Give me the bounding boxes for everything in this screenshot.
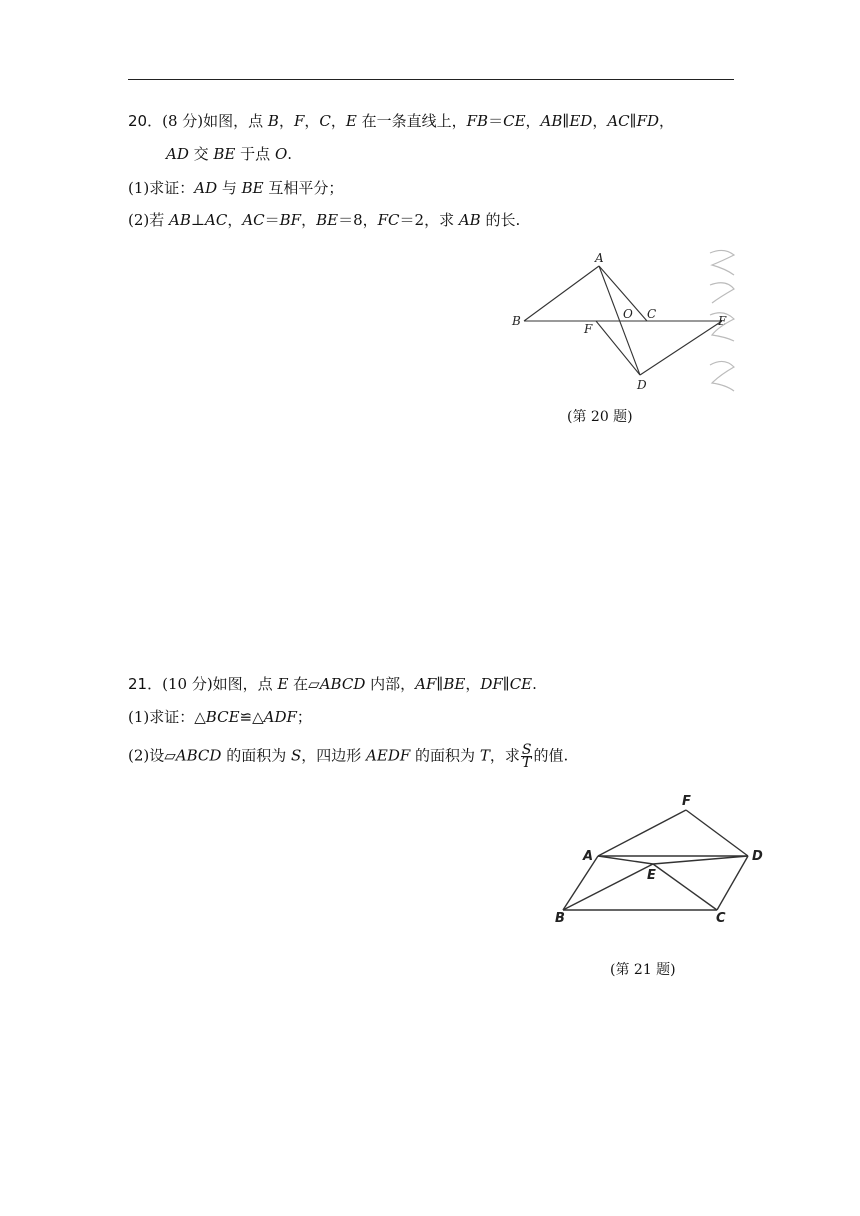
q20-var: ED — [569, 112, 593, 130]
q20-text: ⊥ — [190, 211, 205, 229]
q21-var: ABCD — [175, 746, 222, 765]
label-E: E — [647, 868, 656, 883]
q20-text: 的长. — [480, 211, 521, 229]
label-D: D — [752, 849, 763, 864]
label-A: A — [595, 251, 604, 265]
q21-var: E — [277, 675, 289, 693]
q20-var: AD — [194, 179, 218, 197]
q20-var: AB — [169, 211, 191, 229]
q20-var: F — [293, 112, 305, 130]
q20-text: 于点 — [235, 145, 275, 163]
label-O: O — [623, 307, 633, 321]
q21-var: DF — [480, 675, 503, 693]
q20-var: AB — [458, 211, 481, 229]
segment-BE — [563, 864, 653, 910]
q21-text: (1)求证：△ — [128, 708, 206, 726]
q20-var: AC — [242, 211, 265, 229]
segment-CD — [717, 856, 748, 910]
q21-text: 如图，点 — [212, 675, 278, 693]
q20-text: ， — [278, 112, 294, 130]
q20-var: FB — [466, 112, 489, 130]
segment-EC — [653, 864, 717, 910]
q20-var: C — [319, 112, 331, 130]
q21-text: 的面积为 — [410, 746, 480, 765]
label-C: C — [647, 307, 657, 321]
label-F: F — [682, 794, 691, 809]
segment-AB — [563, 856, 598, 910]
segment-ED — [653, 856, 748, 864]
q20-var: AC — [607, 112, 630, 130]
q20-text: (1)求证： — [128, 179, 195, 197]
q21-var: AF — [415, 675, 437, 693]
label-B: B — [512, 314, 521, 328]
q20-text: (2)若 — [128, 211, 170, 229]
q20-var: AD — [166, 145, 189, 163]
q21-text: ， — [465, 675, 481, 693]
q21-var: BCE — [205, 708, 240, 726]
q21-text: (2)设▱ — [128, 746, 176, 765]
q21-var: ADF — [263, 708, 297, 726]
segment-FD — [686, 810, 748, 856]
label-D: D — [637, 378, 647, 392]
q21-var: CE — [509, 675, 533, 693]
segment-AE — [598, 856, 653, 864]
q20-text: ＝8， — [338, 211, 378, 229]
q21-var: BE — [443, 675, 466, 693]
label-F: F — [584, 322, 593, 336]
q21-text: 内部， — [365, 675, 416, 693]
q21-line-1: 21．(10 分)如图，点 E 在▱ABCD 内部，AF∥BE，DF∥CE. — [128, 675, 537, 693]
q20-text: . — [287, 145, 293, 163]
q20-text: ∥ — [629, 112, 637, 130]
q21-text: ，求 — [489, 746, 520, 765]
label-C: C — [716, 911, 726, 926]
label-E: E — [718, 314, 727, 328]
fraction-numerator: S — [521, 742, 532, 758]
label-A: A — [583, 849, 594, 864]
q20-text: ， — [227, 211, 243, 229]
q20-var: BE — [213, 145, 236, 163]
q21-text: ∥ — [502, 675, 510, 693]
q20-text: 交 — [188, 145, 214, 163]
q21-text: ∥ — [436, 675, 444, 693]
caption-20: (第 20 题) — [567, 409, 633, 425]
q20-text: ， — [525, 112, 541, 130]
q20-var: BE — [241, 179, 264, 197]
q20-score: (8 分) — [162, 112, 204, 130]
q21-text: . — [532, 675, 537, 693]
q20-var: B — [267, 112, 279, 130]
q20-text: ， — [659, 112, 675, 130]
q21-var: AEDF — [366, 746, 411, 765]
label-B: B — [555, 911, 565, 926]
q20-text: ＝ — [488, 112, 504, 130]
q21-text: ，四边形 — [301, 746, 367, 765]
q20-var: E — [345, 112, 357, 130]
q20-var: AB — [540, 112, 563, 130]
q20-text: 与 — [217, 179, 242, 197]
q20-var: CE — [503, 112, 526, 130]
q20-var: BF — [279, 211, 302, 229]
fraction-denominator: T — [521, 755, 532, 771]
q20-line-1: 20．(8 分)如图，点 B，F，C，E 在一条直线上，FB＝CE，AB∥ED，AC∥FD， — [128, 112, 675, 130]
q21-var: ABCD — [319, 675, 366, 693]
q20-var: FC — [377, 211, 400, 229]
q20-text: 互相平分； — [263, 179, 344, 197]
caption-21: (第 21 题) — [610, 962, 676, 978]
q21-text: ； — [296, 708, 312, 726]
q20-text: ， — [592, 112, 608, 130]
q21-var: T — [479, 746, 490, 765]
q21-score: (10 分) — [162, 675, 213, 693]
q20-text: 如图，点 — [203, 112, 268, 130]
q21-text: 的面积为 — [221, 746, 291, 765]
q20-text: ＝2，求 — [399, 211, 459, 229]
q21-var: S — [290, 746, 302, 765]
q20-text: ， — [330, 112, 346, 130]
q20-number: 20 — [128, 112, 148, 130]
q20-var: BE — [316, 211, 339, 229]
q21-text: 在▱ — [288, 675, 320, 693]
q20-text: ∥ — [562, 112, 570, 130]
q21-number: 21 — [128, 675, 148, 693]
q21-text: ≌△ — [239, 708, 264, 726]
segment-AF — [598, 810, 686, 856]
q20-var: FD — [636, 112, 660, 130]
q20-text: ， — [301, 211, 317, 229]
q20-text: 在一条直线上， — [356, 112, 467, 130]
q20-text: ＝ — [264, 211, 280, 229]
q20-var: AC — [205, 211, 228, 229]
q21-text: 的值. — [533, 746, 569, 765]
q20-text: ， — [304, 112, 320, 130]
q20-var: O — [274, 145, 288, 163]
